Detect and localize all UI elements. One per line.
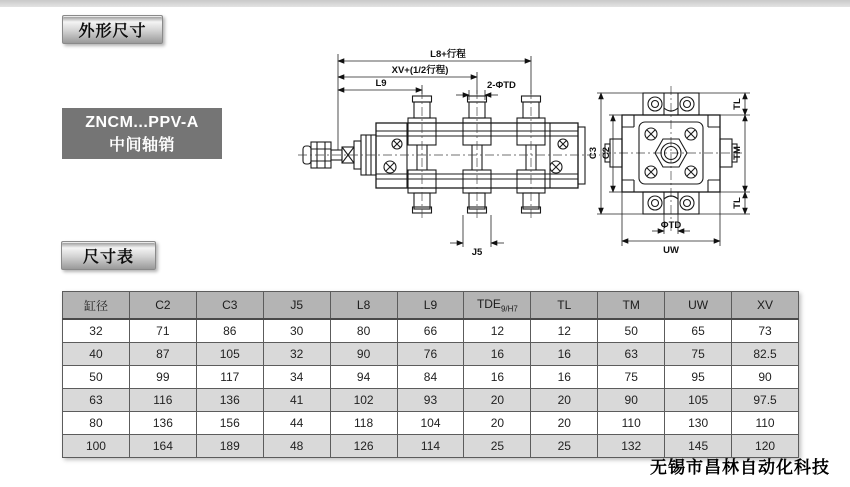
section-title: 外形尺寸 (78, 23, 147, 40)
table-cell: 136 (129, 412, 196, 435)
table-cell: 63 (598, 343, 665, 366)
column-header: C3 (196, 292, 263, 320)
column-header: L9 (397, 292, 464, 320)
table-cell: 50 (63, 366, 130, 389)
column-header: C2 (129, 292, 196, 320)
table-cell: 16 (531, 366, 598, 389)
rear-cap (578, 127, 585, 184)
table-cell: 114 (397, 435, 464, 458)
table-cell: 189 (196, 435, 263, 458)
side-view (303, 96, 585, 213)
dim-label-xv: XV+(1/2行程) (391, 65, 449, 76)
column-header: $TDE_{9/H7}$ (464, 292, 531, 320)
table-cell: 99 (129, 366, 196, 389)
table-row (63, 319, 799, 343)
table-cell: 20 (531, 389, 598, 412)
table-cell: 90 (330, 343, 397, 366)
centerlines (298, 86, 742, 234)
column-header: TL (531, 292, 598, 320)
table-cell: 136 (196, 389, 263, 412)
dim-label-j5: J5 (471, 247, 483, 258)
table-cell: 41 (263, 389, 330, 412)
table-cell: 12 (464, 319, 531, 343)
table-cell: 132 (598, 435, 665, 458)
table-cell: 80 (330, 319, 397, 343)
table-cell: 90 (732, 366, 799, 389)
table-cell: 126 (330, 435, 397, 458)
table-cell: 32 (263, 343, 330, 366)
table-cell: 87 (129, 343, 196, 366)
dimension-table (62, 291, 799, 458)
table-cell: 34 (263, 366, 330, 389)
table-row (63, 412, 799, 435)
table-cell: 105 (196, 343, 263, 366)
dim-label-phi-td: ΦTD (660, 220, 682, 231)
table-cell: 164 (129, 435, 196, 458)
table-cell: 73 (732, 319, 799, 343)
table-cell: 32 (63, 319, 130, 343)
table-cell: 94 (330, 366, 397, 389)
table-cell: 93 (397, 389, 464, 412)
table-cell: 86 (196, 319, 263, 343)
model-code: ZNCM...PPV-A (85, 113, 199, 131)
table-cell: 110 (732, 412, 799, 435)
section-title: 尺寸表 (82, 249, 134, 266)
table-cell: 50 (598, 319, 665, 343)
table-header-row (63, 292, 799, 320)
table-cell: 80 (63, 412, 130, 435)
table-cell: 48 (263, 435, 330, 458)
table-cell: 102 (330, 389, 397, 412)
table-cell: 65 (665, 319, 732, 343)
model-name: 中间轴销 (108, 136, 175, 154)
table-cell: 84 (397, 366, 464, 389)
dim-label-c2: C2 (601, 146, 612, 160)
table-cell: 16 (464, 366, 531, 389)
watermark: 无锡市昌林自动化科技 (650, 458, 830, 477)
table-cell: 117 (196, 366, 263, 389)
table-cell: 75 (665, 343, 732, 366)
table-row (63, 366, 799, 389)
table-cell: 12 (531, 319, 598, 343)
table-cell: 97.5 (732, 389, 799, 412)
table-cell: 100 (63, 435, 130, 458)
section-header-dimension-table (61, 241, 156, 270)
table-cell: 120 (732, 435, 799, 458)
table-cell: 71 (129, 319, 196, 343)
port-screws (384, 139, 568, 173)
table-cell: 25 (531, 435, 598, 458)
table-cell: 118 (330, 412, 397, 435)
table-row (63, 343, 799, 366)
table-cell: 104 (397, 412, 464, 435)
dim-label-c3: C3 (588, 146, 599, 160)
table-row (63, 389, 799, 412)
end-view (605, 93, 737, 214)
table-cell: 76 (397, 343, 464, 366)
table-cell: 20 (464, 389, 531, 412)
dim-label-tl-top: TL (732, 98, 743, 110)
table-cell: 82.5 (732, 343, 799, 366)
column-header: J5 (263, 292, 330, 320)
table-cell: 40 (63, 343, 130, 366)
table-cell: 16 (531, 343, 598, 366)
table-cell: 90 (598, 389, 665, 412)
column-header: 缸径 (63, 292, 130, 320)
table-cell: 20 (531, 412, 598, 435)
table-cell: 25 (464, 435, 531, 458)
column-header: UW (665, 292, 732, 320)
dim-label-tl-bottom: TL (732, 197, 743, 209)
table-cell: 16 (464, 343, 531, 366)
dim-label-uw: UW (663, 245, 679, 256)
table-cell: 20 (464, 412, 531, 435)
table-cell: 156 (196, 412, 263, 435)
table-cell: 63 (63, 389, 130, 412)
dim-label-l9: L9 (375, 78, 387, 89)
column-header: XV (732, 292, 799, 320)
table-cell: 95 (665, 366, 732, 389)
table-cell: 110 (598, 412, 665, 435)
dim-label-tm: TM (732, 146, 743, 160)
table-cell: 66 (397, 319, 464, 343)
table-cell: 105 (665, 389, 732, 412)
table-cell: 44 (263, 412, 330, 435)
table-cell: 30 (263, 319, 330, 343)
dim-label-2td: 2-ΦTD (487, 80, 516, 91)
table-cell: 75 (598, 366, 665, 389)
column-header: TM (598, 292, 665, 320)
table-cell: 145 (665, 435, 732, 458)
table-cell: 130 (665, 412, 732, 435)
column-header: L8 (330, 292, 397, 320)
table-cell: 116 (129, 389, 196, 412)
dim-label-l8: L8+行程 (430, 49, 466, 60)
